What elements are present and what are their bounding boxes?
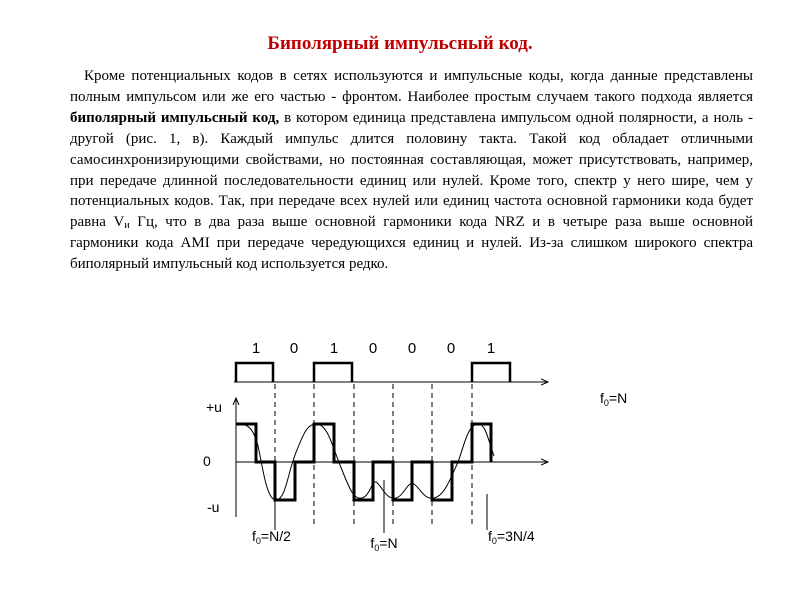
bit-label: 0 <box>407 340 417 357</box>
paragraph-text-part-3: Гц, что в два раза выше основной гармоники кода NRZ и в четыре раза выше основной гармоники кода AMI при передаче чередующихся единиц и нулей. Из-за слишком широкого спектра биполярный импульсный код используется редко. <box>70 214 753 273</box>
clock-gridlines <box>275 384 472 525</box>
zero-level-label: 0 <box>203 453 211 469</box>
slide-title: Биполярный импульсный код. <box>267 33 533 54</box>
frequency-label-n-half: $f_0=N/2$ <box>252 528 291 546</box>
paragraph-text-part-2: в котором единица представлена импульсом одной полярности, а ноль - другой (рис. 1, в). Каждый импульс длится половину такта. Такой код обладает отличными самосинхронизирующими свойствами, но постоянная составляющая, может присутствовать, например, при передаче длинной последовательности единиц или нулей. Кроме того, спектр у него шире, чем у потенциальных кодов. Так, при передаче всех нулей или единиц частота основной гармоники кода будет равна V <box>70 109 753 231</box>
bit-label: 1 <box>329 340 339 357</box>
bold-term: биполярный импульсный код, <box>70 109 280 126</box>
bit-label: 0 <box>368 340 378 357</box>
bit-label: 0 <box>446 340 456 357</box>
frequency-subscript: и <box>124 220 130 232</box>
data-pulse <box>472 363 510 382</box>
plus-level-label: +u <box>206 399 222 415</box>
data-pulse <box>236 363 273 382</box>
minus-level-label: -u <box>207 499 220 515</box>
bit-label: 1 <box>251 340 261 357</box>
frequency-label-three-quarter-n: $f_0=3N/4$ <box>488 528 535 546</box>
paragraph-text-part-1: Кроме потенциальных кодов в сетях используются и импульсные коды, когда данные представлены полным импульсом или же его частью - фронтом. Наиболее простым случаем такого подхода является <box>70 68 753 105</box>
frequency-label-n: $f_0=N$ <box>370 535 398 553</box>
clock-frequency-label: $f_0=N$ <box>600 390 628 408</box>
bit-label: 0 <box>289 340 299 357</box>
data-pulse <box>314 363 352 382</box>
bit-label: 1 <box>486 340 496 357</box>
